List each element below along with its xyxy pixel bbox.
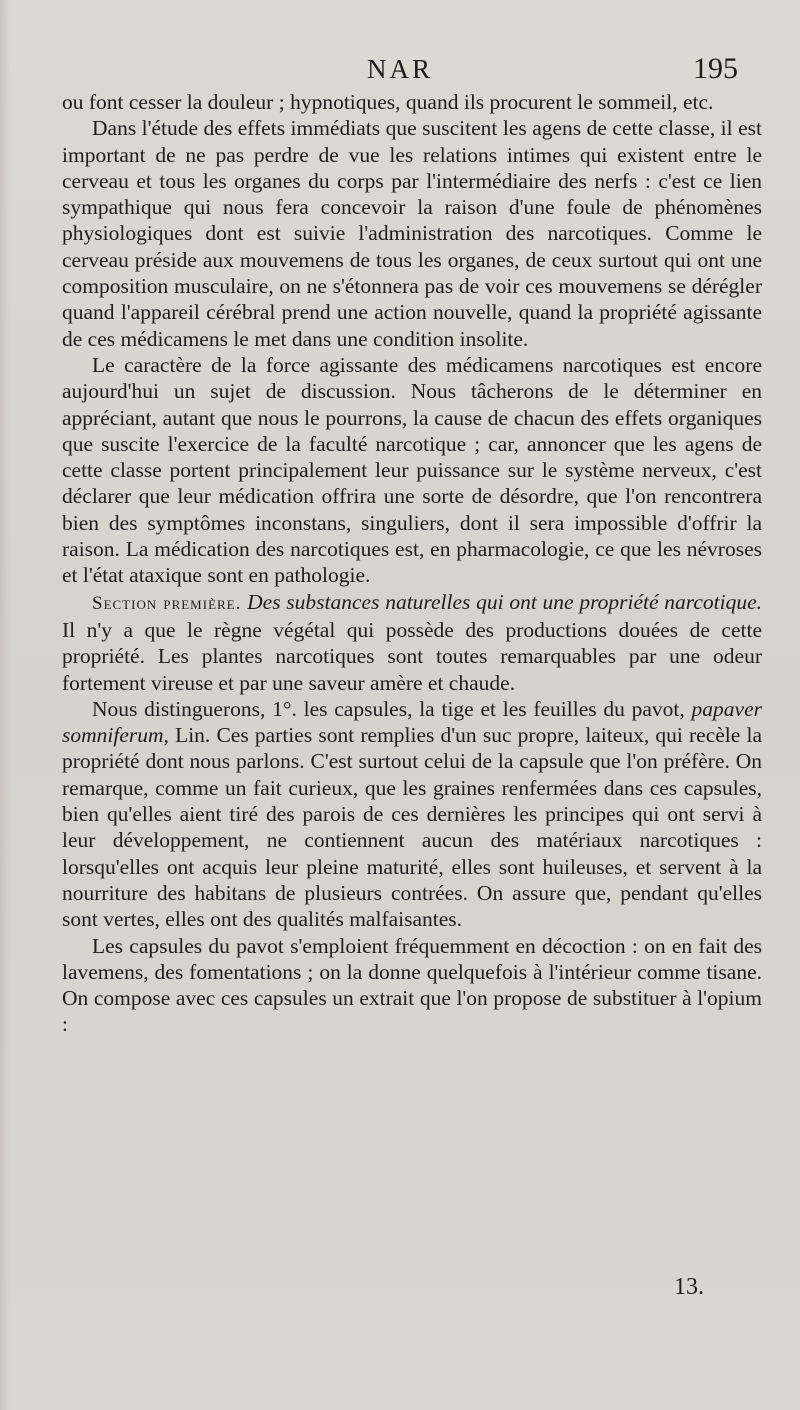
running-head-title: NAR [366, 54, 433, 84]
body-text [62, 89, 762, 1038]
page-edge-shadow [0, 0, 10, 1410]
signature-mark: 13. [674, 1274, 704, 1300]
paragraph-text: Nous distinguerons, 1°. les capsules, la tige et les feuilles du pavot, [92, 696, 692, 721]
paragraph: Les capsules du pavot s'emploient fréquemment en décoction : on en fait des lavemens, des fomentations ; on la donne quelquefois à l'intérieur comme tisane. On compose avec ces capsules un extrait que l'on propose de substituer à l'opium : [62, 933, 762, 1037]
page-number: 195 [693, 52, 738, 85]
paragraph-section-start [62, 589, 762, 696]
paragraph: ou font cesser la douleur ; hypnotiques, quand ils procurent le sommeil, etc. [62, 90, 714, 114]
paragraph: Le caractère de la force agissante des médicamens narcotiques est encore aujourd'hui un sujet de discussion. Nous tâcherons de le déterminer en appréciant, autant que nous le pourrons, la cause de chacun des effets organiques que suscite l'exercice de la faculté narcotique ; car, annoncer que les agens de cette classe portent principalement leur puissance sur le système nerveux, c'est déclarer que leur médication offrira une sorte de désordre, que l'on rencontrera bien des symptômes inconstans, singuliers, dont il sera impossible d'offrir la raison. La médication des narcotiques est, en pharmacologie, ce que les névroses et l'état ataxique sont en pathologie. [62, 352, 762, 588]
paragraph: Dans l'étude des effets immédiats que suscitent les agens de cette classe, il est important de ne pas perdre de vue les relations intimes qui existent entre le cerveau et tous les organes du corps par l'intermédiaire des nerfs : c'est ce lien sympathique qui nous fera concevoir la raison d'une foule de phénomènes physiologiques dont est suivie l'administration des narcotiques. Comme le cerveau préside aux mouvemens de tous les organes, de ceux surtout qui ont une composition musculaire, on ne s'étonnera pas de voir ces mouvemens se dérégler quand l'appareil cérébral prend une action nouvelle, quand la propriété agissante de ces médicamens le met dans une condition insolite. [62, 116, 762, 351]
running-header [0, 52, 800, 88]
paragraph [62, 696, 762, 933]
section-title: Des substances naturelles qui ont une propriété narcotique. [247, 589, 762, 614]
paragraph-text: , Lin. Ces parties sont remplies d'un suc propre, laiteux, qui recèle la propriété dont nous parlons. C'est surtout celui de la capsule que l'on préfère. On remarque, comme un fait curieux, que les graines renfermées dans ces capsules, bien qu'elles aient tiré des parois de ces dernières les principes qui ont servi à leur développement, ne contiennent aucun des matériaux narcotiques : lorsqu'elles ont acquis leur pleine maturité, elles sont huileuses, et servent à la nourriture des habitans de plusieurs contrées. On assure que, pendant qu'elles sont vertes, elles ont des qualités malfaisantes. [62, 723, 762, 932]
section-text: Il n'y a que le règne végétal qui possède des productions douées de cette propriété. Les plantes narcotiques sont toutes remarquables par une odeur fortement vireuse et par une saveur amère et chaude. [62, 617, 762, 695]
section-label: Section première. [92, 592, 242, 614]
latin-name: papaver somniferum [62, 696, 762, 748]
